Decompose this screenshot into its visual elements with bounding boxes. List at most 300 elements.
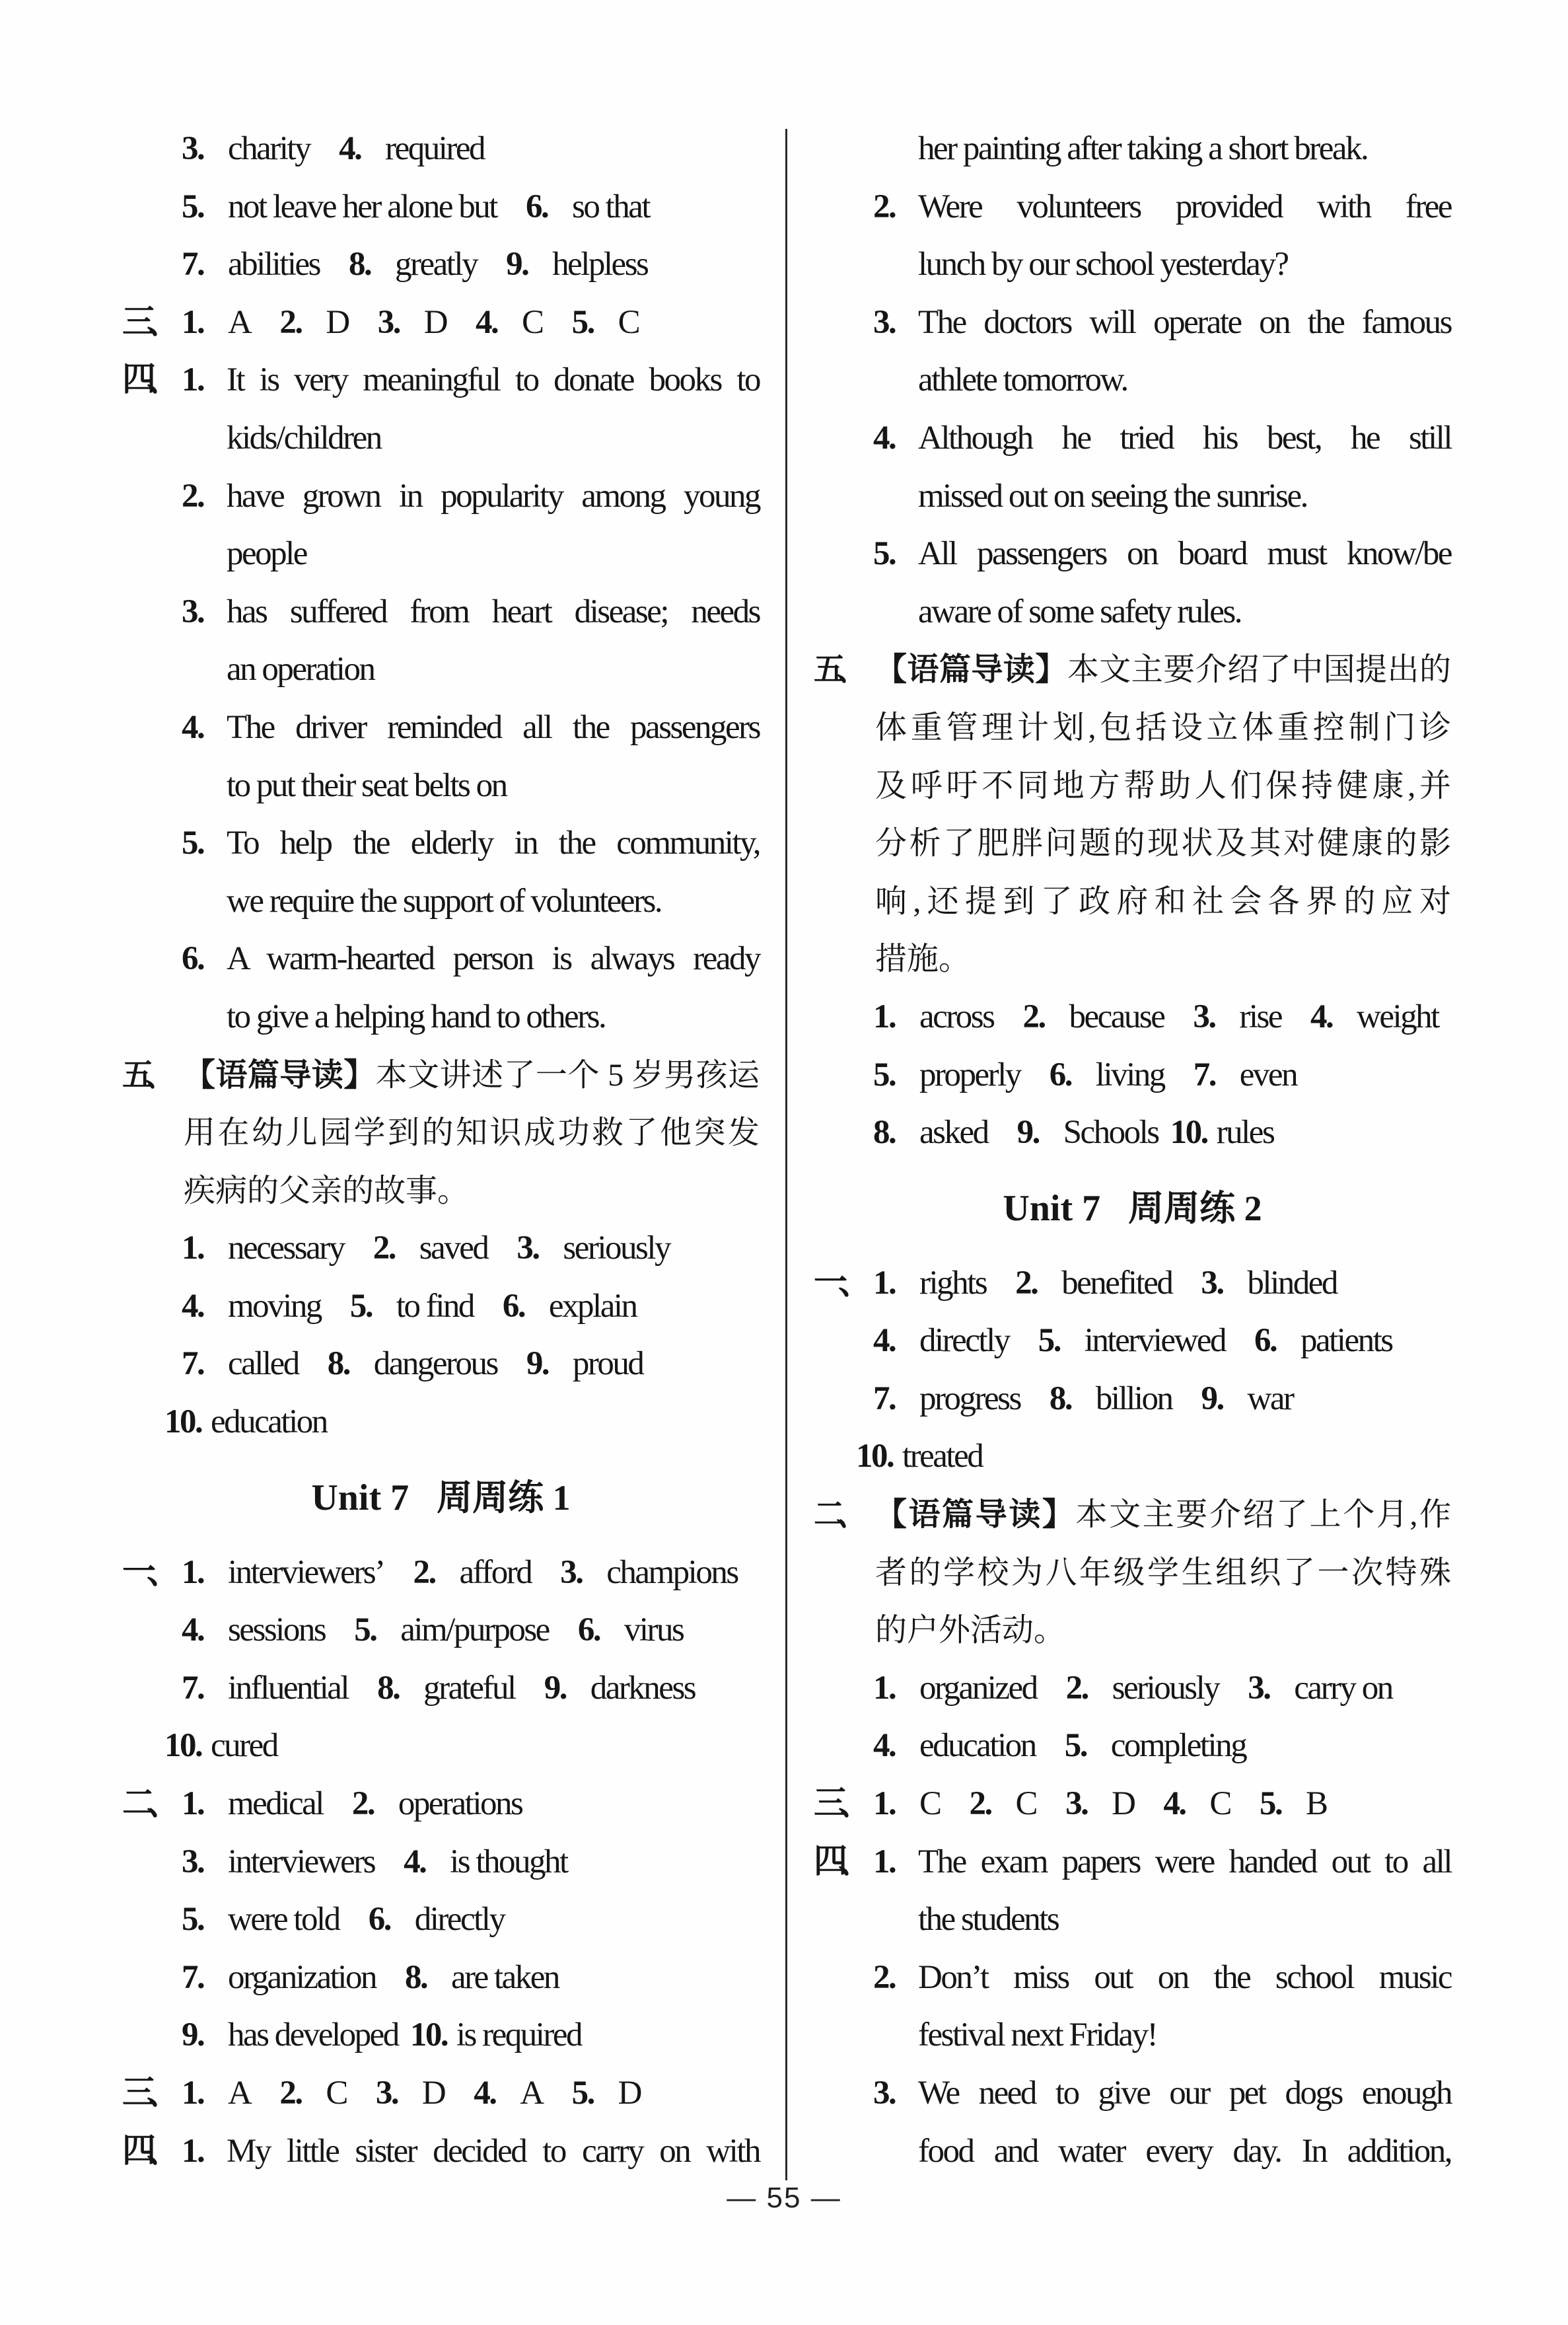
item-number: 3. [182,593,204,630]
answer-row [122,1602,760,1660]
answer-row [814,1047,1451,1105]
answer-item [182,1670,348,1707]
sentence-line: aware of some safety rules. [918,593,1242,630]
answer-text: dangerous [373,1345,497,1383]
answer-item [182,1843,374,1880]
item-number: 10. [1170,1114,1207,1152]
answer-text: called [228,1345,299,1383]
answer-row [122,2007,760,2065]
answer-row [814,1428,1451,1486]
item-number: 2. [873,188,896,225]
answer-row [122,120,760,178]
answer-row [814,1104,1451,1162]
answer-item [1194,1056,1297,1093]
sentence-line: to put their seat belts on [227,766,507,804]
answer-text: war [1247,1380,1293,1417]
sentence-line: missed out on seeing the sunrise. [918,477,1307,515]
answer-text: living [1095,1056,1164,1093]
answer-item [572,304,639,341]
answer-item [1017,1114,1158,1151]
item-number: 1. [182,1553,204,1591]
answer-item [182,246,320,283]
answer-text: abilities [228,246,320,283]
answer-item [1310,998,1439,1035]
answer-item [182,1611,325,1648]
answer-text: interviewers’ [228,1553,384,1591]
item-number: 8. [1049,1380,1072,1417]
answer-item [1050,1380,1172,1417]
answer-text: carry on [1294,1669,1392,1707]
section-marker: 三、 [122,303,172,341]
answer-text: so that [571,188,650,225]
answer-text: A [228,2075,251,2112]
answer-text: weight [1357,998,1439,1035]
sentence-line: 4. The driver reminded all the passengers [122,699,760,757]
guide-label: 【语篇导读】 [875,1497,1076,1533]
answer-text: are taken [450,1958,559,1996]
sentence-line: an operation [227,651,374,688]
answer-text: Schools [1063,1114,1158,1152]
answer-text: virus [624,1611,684,1649]
item-number: 1. [873,1669,896,1707]
item-number: 1. [182,2132,204,2170]
item-number: 1. [873,1843,896,1880]
sentence-line: 四、 1. My little sister decided to carry on with [122,2123,760,2181]
answer-item [182,1230,344,1267]
answer-item [873,1056,1020,1093]
answer-item [413,1554,532,1591]
answer-text: darkness [590,1669,695,1707]
right-column [814,120,1451,2180]
answer-text: interviewed [1084,1322,1225,1360]
answer-item [1201,1265,1336,1302]
answer-item [506,246,647,283]
item-number: 2. [182,477,204,515]
guide-line: 五、 【语篇导读】本文讲述了一个 5 岁男孩运 [122,1047,760,1105]
answer-text: blinded [1247,1264,1337,1302]
item-number: 5. [349,1287,373,1325]
answer-text: A [520,2075,543,2112]
answer-text: A [228,303,251,341]
item-number: 2. [279,303,302,341]
item-number: 1. [182,361,204,399]
answer-text: C [618,303,639,341]
answer-item [182,1554,384,1591]
answer-item [1248,1670,1392,1707]
answer-item [970,1785,1037,1822]
answer-item [873,1670,1037,1707]
sentence-line: lunch by our school yesterday? [918,246,1288,283]
item-number: 2. [1015,1264,1038,1302]
item-number: 8. [327,1345,349,1383]
item-number: 4. [873,1727,896,1765]
item-number: 5. [1259,1785,1282,1823]
unit-heading-en: Unit 7 [311,1477,410,1518]
answer-item [1260,1785,1327,1822]
answer-text: not leave her alone but [228,188,497,225]
answer-item [182,304,250,341]
answer-text: C [1015,1785,1037,1823]
answer-text: necessary [228,1230,344,1267]
answer-item [279,2075,347,2112]
answer-item [578,1611,684,1648]
answer-row [122,178,760,237]
answer-row [814,1660,1451,1718]
answer-text: even [1239,1056,1297,1093]
guide-line: 疾病的父亲的故事。 [184,1173,470,1208]
answer-text: were told [228,1901,339,1938]
answer-text: C [326,2075,347,2112]
sentence-line: to give a helping hand to others. [227,998,606,1035]
item-number: 3. [1193,998,1215,1035]
item-number: 3. [375,2075,398,2112]
answer-item [373,1230,488,1267]
section-marker: 三、 [122,2075,172,2112]
item-number: 5. [1038,1322,1061,1360]
answer-row [122,1335,760,1393]
section-marker: 一、 [814,1264,863,1302]
column-divider [785,129,787,2180]
sentence-line: 3. We need to give our pet dogs enough [814,2065,1451,2123]
answer-text: education [919,1727,1036,1765]
answer-text: grateful [423,1669,515,1707]
sentence-line: 2. Were volunteers provided with free [814,178,1451,237]
answer-row [122,1717,760,1775]
item-number: 3. [182,130,204,167]
answer-text: is thought [450,1843,567,1880]
answer-item [1038,1322,1225,1359]
answer-item [526,1345,643,1382]
answer-item [339,130,484,167]
item-number: 4. [1310,998,1333,1035]
sentence-line: 6. A warm-hearted person is always ready [122,930,760,988]
item-number: 4. [182,1287,204,1325]
answer-item [376,2075,445,2112]
answer-item [1193,998,1281,1035]
answer-item [503,1288,637,1325]
section-marker: 一、 [122,1553,172,1591]
answer-row [122,1833,760,1892]
unit-heading [814,1179,1451,1237]
section-marker: 五、 [122,1057,168,1093]
answer-text: D [423,303,447,341]
answer-text: required [385,130,485,167]
answer-item [474,2075,542,2112]
answer-text: explain [548,1287,637,1325]
item-number: 3. [517,1230,539,1267]
item-number: 4. [873,419,896,457]
item-number: 3. [1065,1785,1088,1823]
answer-text: saved [419,1230,488,1267]
item-number: 3. [1201,1264,1223,1302]
answer-item [1066,1670,1219,1707]
answer-item [354,1611,549,1648]
answer-text: champions [606,1553,738,1591]
item-number: 9. [506,246,528,283]
item-number: 5. [1064,1727,1087,1765]
answer-item [544,1670,695,1707]
answer-item [279,304,348,341]
answer-item [1201,1380,1293,1417]
answer-item [182,1959,376,1996]
sentence-line: her painting after taking a short break. [918,130,1368,167]
sentence-line: festival next Friday! [918,2016,1157,2054]
answer-text: seriously [1112,1669,1219,1707]
section-marker: 二、 [814,1497,859,1533]
answer-item [182,2075,250,2112]
sentence-line: 2. have grown in popularity among young [122,468,760,526]
page-number: — 55 — [727,2182,841,2214]
sentence-line: we require the support of volunteers. [227,882,662,920]
item-number: 10. [164,1727,202,1765]
item-number: 2. [873,1958,896,1996]
answer-text: properly [919,1056,1020,1093]
item-number: 7. [182,1958,204,1996]
item-number: 2. [279,2075,302,2112]
answer-item [476,304,543,341]
item-number: 4. [182,708,204,746]
answer-text: completing [1110,1727,1246,1765]
item-number: 4. [404,1843,426,1880]
answer-item [164,1403,327,1441]
answer-text: patients [1301,1322,1392,1360]
answer-item [182,130,310,167]
answer-row [814,1775,1451,1833]
answer-row [122,1660,760,1718]
item-number: 1. [182,1785,204,1823]
answer-text: aim/purpose [400,1611,549,1649]
item-number: 5. [182,188,204,225]
left-column [122,120,760,2180]
answer-text: C [522,303,543,341]
item-number: 6. [182,940,204,978]
item-number: 6. [368,1901,390,1938]
answer-text: to find [396,1287,474,1325]
item-number: 8. [404,1958,427,1996]
answer-item [182,1901,339,1938]
answer-text: helpless [552,246,648,283]
answer-text: treated [902,1438,983,1475]
answer-row [122,1775,760,1833]
item-number: 2. [351,1785,374,1823]
answer-text: B [1305,1785,1327,1823]
item-number: 1. [873,998,896,1035]
answer-text: C [1209,1785,1230,1823]
section-marker: 五、 [814,652,859,688]
sentence-line: food and water every day. In addition, [918,2132,1451,2170]
item-number: 1. [873,1264,896,1302]
answer-row [122,1891,760,1949]
section-marker: 四、 [122,2132,172,2170]
answer-item [182,1288,321,1325]
answer-text: progress [919,1380,1020,1417]
answer-row [814,988,1451,1047]
answer-item [1022,998,1164,1035]
answer-item [182,188,497,225]
answer-text: directly [919,1322,1009,1360]
answer-text: D [421,2075,445,2112]
guide-line: 响,还提到了政府和社会各界的应对 [875,883,1451,919]
item-number: 1. [873,1785,896,1823]
answer-text: moving [228,1287,321,1325]
section-marker: 四、 [122,361,172,399]
answer-row [122,1949,760,2007]
item-number: 2. [413,1553,435,1591]
answer-text: proud [572,1345,643,1383]
answer-row [814,1312,1451,1370]
answer-item [873,1380,1020,1417]
unit-heading [122,1469,760,1527]
item-number: 4. [474,2075,496,2112]
answer-item [369,1901,505,1938]
answer-text: D [1112,1785,1135,1823]
section-marker: 四、 [814,1843,863,1880]
answer-text: directly [414,1901,505,1938]
item-number: 2. [1065,1669,1088,1707]
answer-text: sessions [228,1611,326,1649]
section-marker: 三、 [814,1785,863,1823]
answer-text: interviewers [228,1843,375,1880]
sentence-line: 四、 1. The exam papers were handed out to all [814,1833,1451,1892]
answer-text: greatly [394,246,478,283]
answer-text: charity [228,130,310,167]
item-number: 8. [873,1114,896,1152]
answer-item [1170,1114,1274,1152]
answer-item [377,1670,515,1707]
answer-item [1163,1785,1230,1822]
item-number: 1. [182,1230,204,1267]
answer-item [526,188,649,225]
answer-item [1015,1265,1172,1302]
sentence-line: 四、 1. It is very meaningful to donate books to [122,351,760,410]
item-number: 5. [182,1901,204,1938]
item-number: 5. [873,535,896,573]
sentence-line: kids/children [227,419,381,457]
item-number: 9. [182,2016,204,2054]
section-marker: 二、 [122,1785,172,1823]
answer-item [873,1265,986,1302]
item-number: 3. [560,1553,583,1591]
item-number: 4. [873,1322,896,1360]
guide-line: 用在幼儿园学到的知识成功救了他突发 [184,1115,760,1151]
item-number: 5. [182,825,204,862]
sentence-line: the students [918,1901,1059,1938]
answer-item [182,1785,323,1822]
item-number: 9. [1201,1380,1223,1417]
item-number: 5. [873,1056,896,1093]
item-number: 10. [856,1438,894,1475]
guide-label: 【语篇导读】 [184,1057,376,1093]
item-number: 9. [544,1669,566,1707]
answer-item [164,1727,277,1765]
answer-item [378,304,446,341]
item-number: 10. [410,2016,448,2054]
answer-text: D [618,2075,641,2112]
item-number: 4. [339,130,361,167]
answer-text: because [1069,998,1164,1035]
answer-text: billion [1095,1380,1172,1417]
item-number: 8. [348,246,371,283]
sentence-line: people [227,535,306,573]
answer-row [122,236,760,294]
answer-item [1065,1727,1246,1764]
item-number: 8. [377,1669,400,1707]
item-number: 4. [182,1611,204,1649]
item-number: 3. [873,2075,896,2112]
answer-row [814,1717,1451,1775]
item-number: 6. [1049,1056,1072,1093]
item-number: 7. [873,1380,896,1417]
guide-label: 【语篇导读】 [875,652,1067,688]
answer-item [182,1345,299,1382]
sentence-line: 5. All passengers on board must know/be [814,525,1451,583]
item-number: 3. [1248,1669,1270,1707]
guide-line: 二、 【语篇导读】本文主要介绍了上个月,作 [814,1486,1451,1544]
item-number: 10. [164,1403,202,1441]
item-number: 6. [525,188,548,225]
sentence-line: 3. has suffered from heart disease; needs [122,583,760,642]
item-number: 3. [377,303,400,341]
answer-item [1254,1322,1392,1359]
answer-text: seriously [563,1230,670,1267]
guide-line: 及呼吁不同地方帮助人们保持健康,并 [875,768,1451,803]
answer-item [350,1288,474,1325]
item-number: 6. [502,1287,525,1325]
item-number: 5. [571,303,594,341]
answer-text: is required [456,2016,581,2054]
answer-row [122,2065,760,2123]
answer-item [856,1438,983,1475]
answer-item [410,2016,581,2054]
answer-text: afford [459,1553,532,1591]
answer-item [517,1230,670,1267]
item-number: 7. [1193,1056,1216,1093]
answer-text: across [919,998,994,1035]
answer-text: rights [919,1264,987,1302]
item-number: 7. [182,246,204,283]
sentence-line: 5. To help the elderly in the community, [122,815,760,873]
item-number: 6. [1254,1322,1277,1360]
item-number: 6. [577,1611,600,1649]
answer-text: organization [228,1958,376,1996]
unit-heading-zh: 周周练 1 [437,1477,571,1518]
answer-row [122,1544,760,1602]
guide-line: 措施。 [875,941,971,977]
answer-item [405,1959,559,1996]
answer-text: rise [1239,998,1281,1035]
answer-row [122,1393,760,1452]
item-number: 2. [969,1785,991,1823]
sentence-line: 3. The doctors will operate on the famous [814,294,1451,352]
item-number: 1. [182,2075,204,2112]
unit-heading-zh: 周周练 2 [1128,1188,1262,1228]
answer-row [814,1255,1451,1313]
answer-item [182,2016,398,2053]
answer-item [873,1322,1009,1359]
answer-item [873,1727,1036,1764]
answer-item [404,1843,567,1880]
item-number: 5. [571,2075,594,2112]
answer-text: D [326,303,349,341]
sentence-line: 2. Don’t miss out on the school music [814,1949,1451,2007]
guide-line: 分析了肥胖问题的现状及其对健康的影 [875,826,1451,862]
answer-item [873,1114,988,1151]
item-number: 9. [526,1345,549,1383]
guide-line: 五、 【语篇导读】本文主要介绍了中国提出的 [814,641,1451,699]
answer-item [560,1554,737,1591]
answer-row [814,1370,1451,1428]
item-number: 5. [354,1611,376,1649]
